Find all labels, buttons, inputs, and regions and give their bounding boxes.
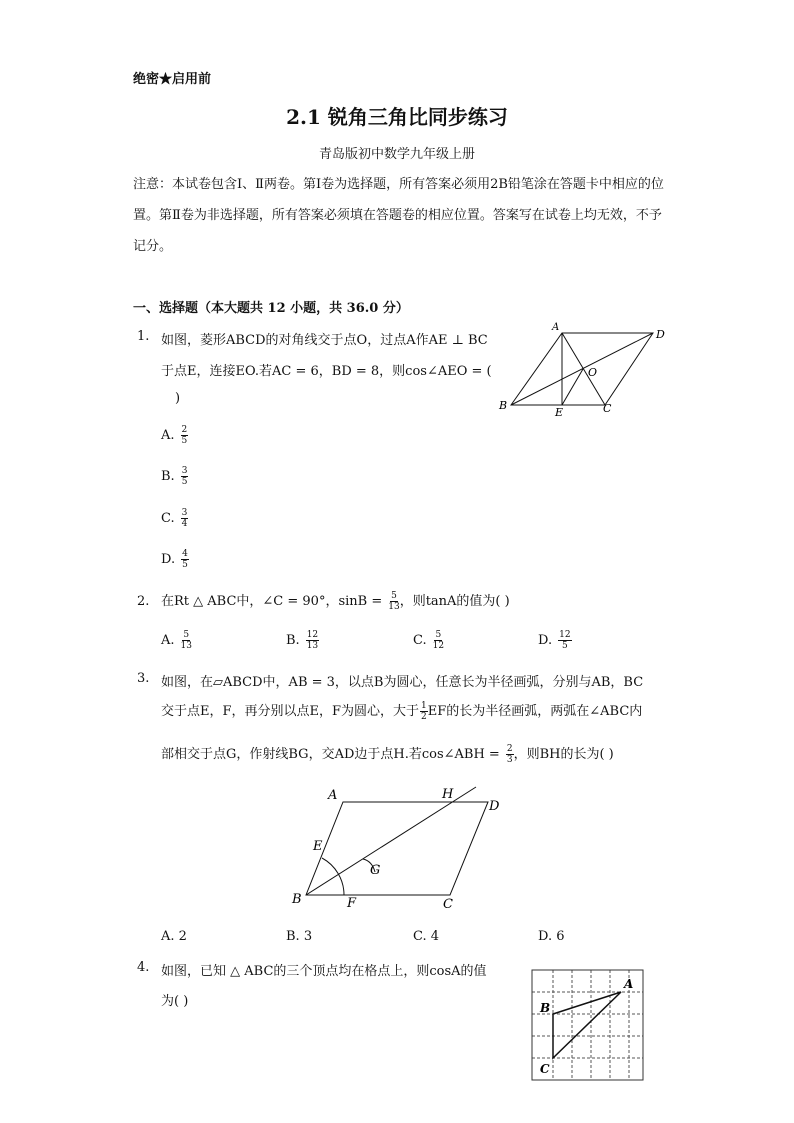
label-b: B (292, 892, 302, 907)
question-text: 部相交于点G，作射线BG，交AD边于点H.若cos∠ABH = $\frac{2}{3}$ ，则BH的长为( ) (161, 744, 614, 765)
confidential-stamp: 绝密★启用前 (133, 72, 212, 87)
option-d: D. $\frac{4}{5}$ (161, 549, 188, 570)
option-b: B. $\frac{3}{5}$ (161, 466, 188, 487)
question-text: 在Rt △ ABC中，∠C = 90°，sinB = $\frac{5}{13}$ ，则tanA的值为( ) (161, 591, 510, 612)
label-c: C (443, 897, 453, 912)
label-d: D (489, 799, 500, 814)
ray-bg (306, 787, 476, 895)
page-subtitle: 青岛版初中数学九年级上册 (318, 147, 475, 162)
option-a: A. $\frac{5}{13}$ (161, 630, 192, 651)
page-title: 2.1 锐角三角比同步练习 (286, 105, 508, 129)
question-text: 为( ) (161, 994, 189, 1009)
label-e: E (555, 406, 564, 419)
label-a: A (328, 788, 338, 803)
label-c: C (540, 1062, 550, 1076)
segment-eo (562, 369, 583, 405)
question-number: 4. (137, 960, 150, 975)
label-f: F (347, 896, 357, 911)
triangle-abc (553, 992, 621, 1058)
option-b: B. $\frac{12}{13}$ (286, 630, 319, 651)
label-g: G (370, 863, 381, 878)
label-o: O (588, 366, 598, 379)
arc-ef (322, 858, 344, 895)
parallelogram-figure (285, 780, 520, 915)
question-text: 如图，在▱ABCD中，AB = 3，以点B为圆心，任意长为半径画弧，分别与AB，BC (161, 675, 644, 690)
option-a: A. $\frac{2}{5}$ (161, 425, 188, 446)
label-a: A (552, 322, 560, 333)
question-text: ) (175, 391, 181, 406)
option-c: C. $\frac{3}{4}$ (161, 508, 188, 529)
label-a: A (624, 977, 634, 991)
question-text: 交于点E，F，再分别以点E，F为圆心，大于 $\frac{1}{2}$ EF的长为半径画弧，两弧在∠ABC内 (161, 701, 643, 722)
option-a: A. 2 (161, 929, 187, 944)
option-c: C. $\frac{5}{12}$ (413, 630, 445, 651)
label-d: D (656, 328, 665, 341)
label-b: B (499, 399, 508, 412)
option-d: D. 6 (538, 929, 565, 944)
grid-figure (520, 960, 656, 1084)
option-b: B. 3 (286, 929, 313, 944)
parallelogram-abcd (306, 802, 488, 895)
exam-notice: 注意：本试卷包含Ⅰ、Ⅱ两卷。第Ⅰ卷为选择题，所有答案必须用2B铅笔涂在答题卡中相应的位置。第Ⅱ卷为非选择题，所有答案必须填在答题卷的相应位置。答案写在试卷上均无效，不予记分。 (133, 177, 664, 254)
section-title: 一、选择题（本大题共 12 小题，共 36.0 分） (133, 301, 409, 316)
label-e: E (313, 839, 323, 854)
diagonal-bd (511, 333, 653, 405)
label-h: H (442, 787, 454, 802)
question-text: 于点E，连接EO.若AC = 6，BD = 8，则cos∠AEO = ( (161, 364, 492, 379)
question-text: 如图，已知 △ ABC的三个顶点均在格点上，则cosA的值 (161, 964, 487, 979)
question-number: 3. (137, 671, 150, 686)
rhombus-figure (492, 318, 672, 422)
question-number: 2. (137, 594, 150, 609)
label-b: B (540, 1001, 551, 1015)
question-text: 如图，菱形ABCD的对角线交于点O，过点A作AE ⊥ BC (161, 333, 488, 348)
option-d: D. $\frac{12}{5}$ (538, 630, 571, 651)
question-number: 1. (137, 329, 150, 344)
option-c: C. 4 (413, 929, 440, 944)
label-c: C (603, 402, 612, 415)
